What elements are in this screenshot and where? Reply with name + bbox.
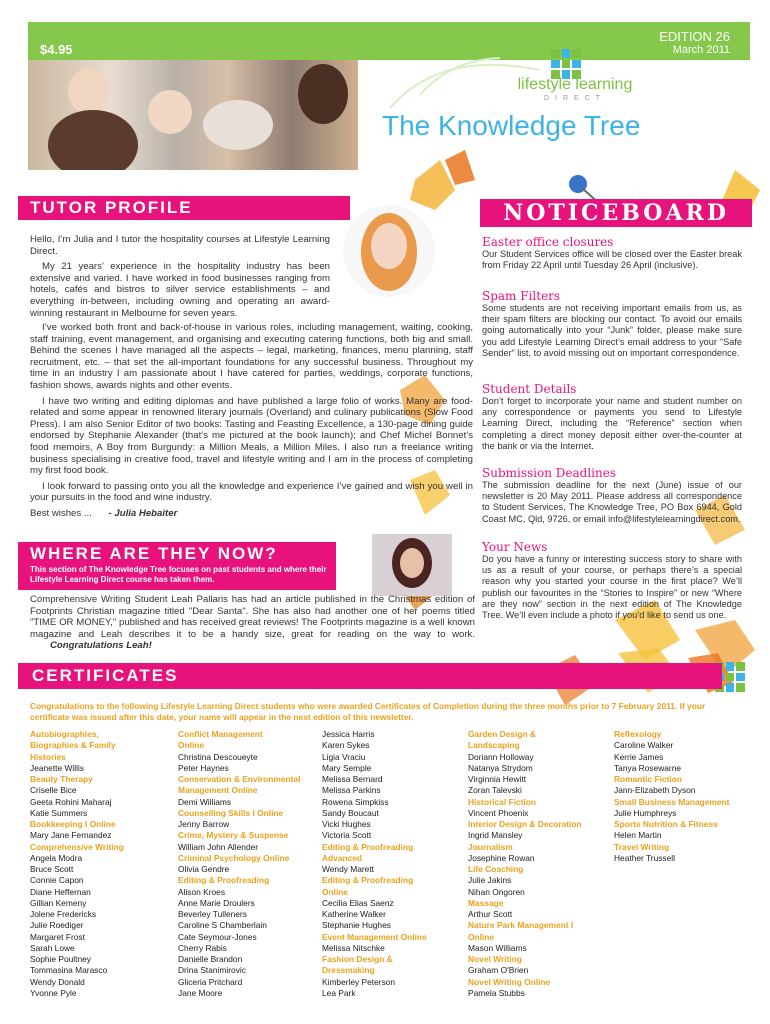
- course-name: Conservation & Environmental: [178, 774, 301, 784]
- edition-number: EDITION 26: [659, 29, 730, 44]
- price: $4.95: [40, 42, 73, 57]
- notice-body: Do you have a funny or interesting success story to share with us as a result of your course, or perhaps there’s a special reason why you started your course in the first place? We’ll publish our favourites in the “Stories to Inspire” or new “Where are they now” section in the next edition of The Knowledge Tree. We’ll even include a photo if you’d like to send us one.: [482, 554, 742, 621]
- certificates-intro: Congratulations to the following Lifestyle Learning Direct students who were awarded Certificates of Completion during the three months prior to 7 February 2011. If your certificate was issued after this date, your name will appear in the next edition of this newsletter.: [30, 701, 706, 722]
- student-name: Vicki Hughes: [322, 819, 371, 829]
- tutor-photo: [343, 205, 435, 297]
- where-congrats: Congratulations Leah!: [50, 640, 152, 652]
- notice-item: [482, 289, 742, 359]
- course-name: Conflict Management: [178, 729, 263, 739]
- noticeboard-heading: NOTICEBOARD: [480, 199, 752, 227]
- photo-plate: [203, 100, 273, 150]
- course-name: Criminal Psychology Online: [178, 852, 290, 863]
- tutor-paragraph: I look forward to passing onto you all the knowledge and experience I’ve gained and wish you well in your pursuits in the food and wine industry.: [30, 480, 473, 504]
- student-name: Kerrie James: [614, 751, 664, 762]
- student-name: Melissa Bernard: [322, 774, 383, 784]
- where-are-they-now-subtitle: This section of The Knowledge Tree focuses on past students and where their Lifestyle Learning Direct course has taken them.: [30, 565, 327, 584]
- student-name: Mary Semple: [322, 762, 372, 773]
- course-name: Novel Writing Online: [468, 976, 551, 987]
- newsletter-title: The Knowledge Tree: [382, 110, 641, 141]
- student-name: Jenny Barrow: [178, 819, 230, 829]
- student-name: Wendy Marett: [322, 864, 374, 874]
- student-name: Jann-Elizabeth Dyson: [614, 785, 696, 796]
- course-name: Sports Nutrition & Fitness: [614, 819, 718, 829]
- header-photo-collage: [28, 60, 358, 170]
- certificates-column: [322, 729, 427, 999]
- tutor-profile-heading: TUTOR PROFILE: [18, 196, 350, 220]
- student-name: Nihan Ongoren: [468, 886, 525, 897]
- student-name: Tanya Rosewarne: [614, 762, 682, 773]
- student-name: Lea Park: [322, 987, 356, 998]
- course-name: Editing & Proofreading: [322, 875, 414, 886]
- student-name: Sophie Poultney: [30, 954, 91, 964]
- where-paragraph: Comprehensive Writing Student Leah Pallaris has had an article published in the Christmas edition of Footprints Christian magazine titled "Dear Santa". She has also had another one of her poems titled "TIME OR MONEY," published and has received great reviews! The Footprints magazine is a well known magazine and Leah describes it to be a handy size, great for reading on the way to work.: [30, 594, 475, 640]
- student-name: Jolene Fredericks: [30, 909, 97, 919]
- student-name: Diane Heffernan: [30, 886, 91, 897]
- student-name: Sandy Boucaut: [322, 807, 379, 818]
- student-name: Sarah Lowe: [30, 942, 75, 953]
- student-name: Stephanie Hughes: [322, 920, 391, 931]
- course-name: Life Coaching: [468, 864, 524, 874]
- student-name: Ingrid Mansley: [468, 830, 523, 841]
- student-name: Bruce Scott: [30, 864, 74, 874]
- course-name: Garden Design &: [468, 729, 536, 739]
- student-name: Katie Summers: [30, 807, 88, 818]
- student-name: Graham O'Brien: [468, 965, 529, 976]
- course-name: Comprehensive Writing: [30, 841, 124, 852]
- student-name: Doriann Holloway: [468, 751, 534, 762]
- student-name: Caroline Walker: [614, 740, 674, 751]
- course-name: Journalism: [468, 841, 513, 852]
- student-name: Caroline S Chamberlain: [178, 920, 267, 931]
- where-are-they-now-heading: WHERE ARE THEY NOW?: [30, 544, 278, 563]
- certificates-column: [30, 729, 124, 999]
- course-name: Crime, Mystery & Suspense: [178, 830, 289, 841]
- course-name: Counselling Skills I Online: [178, 807, 284, 818]
- tutor-paragraph: Hello, I’m Julia and I tutor the hospitality courses at Lifestyle Learning Direct.: [30, 234, 330, 257]
- course-name: Management Online: [178, 785, 258, 796]
- course-name: Editing & Proofreading: [322, 841, 414, 852]
- course-name: Interior Design & Decoration: [468, 819, 582, 829]
- course-name: Small Business Management: [614, 796, 730, 807]
- student-name: Beverley Tulleners: [178, 909, 247, 919]
- student-name: Jane Moore: [178, 987, 223, 998]
- student-name: Karen Sykes: [322, 740, 370, 751]
- student-name: Mary Jane Fernandez: [30, 830, 112, 841]
- course-name: Massage: [468, 897, 504, 908]
- tutor-paragraph: I’ve worked both front and back-of-house in various roles, including management, waiting, cooking, staff training, event management, and organising and executing catering functions, both big and small. Behind the scenes I have managed all the aspects – legal, marketing, finances, menu planning, staff recruitment, etc. – that set the all-important foundations for any successful business. Throughout my time in an industry I am passionate about I have catered for parties, weddings, corporate functions, fashion shows, awards nights and other events.: [30, 322, 473, 391]
- logo-subtext: DIRECT: [543, 95, 607, 102]
- course-name: Novel Writing: [468, 954, 522, 964]
- edition-date: March 2011: [672, 44, 730, 56]
- course-name: Nature Park Management I: [468, 920, 574, 931]
- photo-hair: [298, 64, 348, 124]
- notice-item: [482, 466, 742, 525]
- student-name: Melissa Parkins: [322, 785, 381, 796]
- notice-body: The submission deadline for the next (June) issue of our newsletter is 20 May 2011. Please address all correspondence to Student Services, The Knowledge Tree, PO Box 6944, Gold Coast MC, Qld, 9726, or email info@lifestylelearningdirect.com.: [482, 480, 742, 524]
- notice-title: Submission Deadlines: [482, 466, 616, 480]
- student-name: Helen Martin: [614, 830, 662, 841]
- notice-title: Your News: [482, 540, 548, 554]
- student-name: Criselle Bice: [30, 785, 77, 796]
- course-name: Biographies & Family: [30, 740, 116, 751]
- course-name: Reflexology: [614, 729, 662, 739]
- student-name: Rowena Simpkiss: [322, 796, 389, 807]
- course-name: Editing & Proofreading: [178, 875, 270, 886]
- student-name: Angela Modra: [30, 852, 83, 863]
- logo-icon: [551, 49, 581, 79]
- certificates-column: [614, 729, 729, 864]
- notice-title: Student Details: [482, 382, 577, 396]
- student-name: Peter Haynes: [178, 762, 229, 773]
- student-name: Jessica Harris: [322, 729, 375, 739]
- photo-shoulders: [48, 110, 138, 170]
- student-name: Margaret Frost: [30, 931, 85, 942]
- student-name: Wendy Donald: [30, 976, 85, 987]
- student-name: Drina Stanimirovic: [178, 965, 246, 976]
- tutor-body: [30, 322, 473, 520]
- student-name: Cherry Rabis: [178, 942, 227, 953]
- course-name: Fashion Design &: [322, 954, 393, 964]
- student-name: Arthur Scott: [468, 909, 513, 919]
- student-name: Ligia Vraciu: [322, 751, 366, 762]
- notice-body: Some students are not receiving important emails from us, as their spam filters are blocking our contact. To avoid our emails going automatically into your “Junk” folder, please make sure you add Lifestyle Learning Direct’s email address to your “Safe Sender” list, to avoid missing out on important correspondence.: [482, 303, 742, 358]
- student-name: Vincent Phoenix: [468, 807, 529, 818]
- where-are-they-now-text: [30, 594, 475, 652]
- student-name: Josephine Rowan: [468, 852, 535, 863]
- course-name: Online: [178, 740, 205, 751]
- course-name: Travel Writing: [614, 841, 670, 852]
- student-name: Danielle Brandon: [178, 954, 243, 964]
- notice-item: [482, 235, 742, 271]
- student-name: Julie Humphreys: [614, 807, 677, 818]
- student-name: Victoria Scott: [322, 830, 372, 841]
- student-name: Tommasina Marasco: [30, 965, 108, 976]
- certificates-heading: CERTIFICATES: [18, 663, 722, 689]
- tutor-paragraph: My 21 years’ experience in the hospitality industry has been extensive and varied. I have worked in food businesses ranging from hotels, cafés and bistros to silver service establishments – and everything in-between, including owning and operating an award-winning restaurant in Melbourne for seven years.: [30, 261, 330, 319]
- certificates-column: [468, 729, 582, 999]
- student-name: Virginnia Hewitt: [468, 774, 527, 784]
- course-name: Histories: [30, 751, 66, 762]
- student-name: Julie Roediger: [30, 920, 84, 931]
- student-name: Natanya Strydom: [468, 762, 533, 773]
- student-name: Katherine Walker: [322, 909, 386, 919]
- student-name: Olivia Gendre: [178, 864, 230, 874]
- photo-face: [68, 68, 108, 114]
- notice-item: [482, 382, 742, 452]
- student-name: Zoran Talevski: [468, 785, 522, 796]
- student-name: Yvonne Pyle: [30, 987, 77, 998]
- notice-title: Easter office closures: [482, 235, 614, 249]
- course-name: Autobiographies,: [30, 729, 99, 739]
- notice-body: Our Student Services office will be closed over the Easter break from Friday 22 April until Tuesday 26 April (inclusive).: [482, 249, 742, 271]
- certificates-column: [178, 729, 300, 999]
- student-name: Anne Marie Droulers: [178, 897, 255, 908]
- course-name: Landscaping: [468, 740, 520, 751]
- student-name: Julie Jakins: [468, 875, 512, 886]
- student-name: Heather Trussell: [614, 852, 675, 863]
- tutor-paragraph: I have two writing and editing diplomas and have published a large folio of works. Many are food-related and some appear in renowned literary journals (Overland) and culinary publications (Slow Food Press). I am also Senior Editor of two books: Tasting and Feasting Excellence, a 130-page dining guide endorsed by Stephanie Alexander (that’s me pictured at the book launch); and Chef Michel Bonnet’s food memoirs, A Boy from Burgundy: a Million Meals, a Million Miles. I also run a freelance writing business specialising in creative food, travel and lifestyle writing and I am in the process of completing my first food book.: [30, 395, 473, 477]
- tutor-signoff: Best wishes ...: [30, 507, 92, 519]
- logo-text: lifestyle learning: [517, 76, 633, 93]
- student-name: Kimberley Peterson: [322, 976, 396, 987]
- course-name: Online: [468, 931, 495, 942]
- notice-body: Don’t forget to incorporate your name and student number on any correspondence or payments you send to Lifestyle Learning Direct, including the “Reference” section when completing a direct money deposit either over-the-counter at the bank or via the Internet.: [482, 396, 742, 451]
- student-name: Jeanette Willis: [30, 762, 84, 773]
- student-name: William John Allender: [178, 841, 259, 852]
- student-name: Gliceria Pritchard: [178, 976, 243, 987]
- student-name: Gillian Kemeny: [30, 897, 87, 908]
- tutor-intro: [30, 234, 330, 319]
- course-name: Dressmaking: [322, 965, 375, 976]
- student-name: Melissa Nitschke: [322, 942, 385, 953]
- student-name: Connie Capon: [30, 875, 84, 886]
- student-name: Cate Seymour-Jones: [178, 931, 257, 942]
- course-name: Romantic Fiction: [614, 774, 682, 784]
- student-name: Mason Williams: [468, 942, 527, 953]
- student-name: Cecilia Elias Saenz: [322, 897, 394, 908]
- course-name: Advanced: [322, 852, 363, 863]
- tutor-signature: - Julia Hebaiter: [108, 507, 178, 519]
- student-photo: [372, 534, 452, 596]
- course-name: Online: [322, 886, 349, 897]
- student-name: Geeta Rohini Maharaj: [30, 796, 112, 807]
- course-name: Historical Fiction: [468, 796, 536, 807]
- photo-face: [148, 90, 192, 134]
- course-name: Bookkeeping I Online: [30, 819, 116, 829]
- student-name: Demi Williams: [178, 796, 232, 807]
- student-name: Alison Kroes: [178, 886, 226, 897]
- student-name: Pamela Stubbs: [468, 987, 525, 998]
- notice-item: [482, 540, 742, 621]
- student-name: Christina Descoueyte: [178, 751, 258, 762]
- course-name: Event Management Online: [322, 931, 427, 942]
- notice-title: Spam Filters: [482, 289, 561, 303]
- course-name: Beauty Therapy: [30, 774, 93, 784]
